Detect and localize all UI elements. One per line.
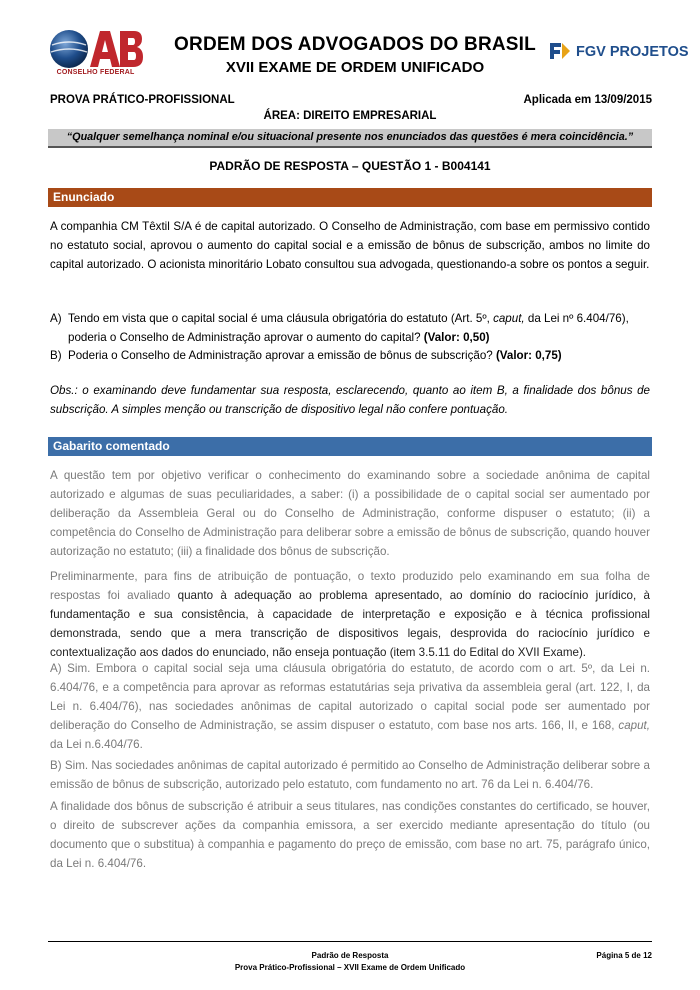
gabarito-heading: Gabarito comentado — [48, 437, 652, 456]
gabarito-p3-post: da Lei n.6.404/76. — [50, 738, 143, 751]
footer-subtitle: Prova Prático-Profissional – XVII Exame de Ordem Unificado — [234, 963, 466, 972]
gabarito-p3-caput: caput, — [618, 719, 650, 732]
gabarito-paragraph-2 — [50, 567, 650, 662]
gabarito-p3-pre: A) Sim. Embora o capital social seja uma cláusula obrigatória do estatuto, de acordo com o art. 5º, da Lei n. 6.404/76, e a competência para aprovar as reformas estatutárias seja privativa da assembleia geral (art. 122, I, da Lei n. 6.404/76), nas sociedades anônimas de capital autorizado o capital social pode ser aumentado por deliberação do Conselho de Administração, se assim dispuser o estatuto, com base nos arts. 166, II, e 168, — [50, 662, 650, 732]
enunciado-heading: Enunciado — [48, 188, 652, 207]
gabarito-paragraph-5: A finalidade dos bônus de subscrição é atribuir a seus titulares, nas condições constantes do certificado, se houver, o direito de subscrever ações da companhia emissora, a ser exercido mediante apresentação do título (ou documento que o substitua) à companhia e pagamento do preço de emissão, com base no art. 75, parágrafo único, da Lei n. 6.404/76. — [50, 800, 650, 870]
question-item-b — [50, 346, 650, 365]
item-b-text: Poderia o Conselho de Administração aprovar a emissão de bônus de subscrição? — [68, 349, 496, 362]
answer-pattern-title: PADRÃO DE RESPOSTA – QUESTÃO 1 - B004141 — [209, 159, 491, 173]
enunciado-text: A companhia CM Têxtil S/A é de capital autorizado. O Conselho de Administração, com base em permissivo contido no estatuto social, aprovou o aumento do capital social e a emissão de bônus de subscrição, ambos no limite do capital autorizado. O acionista minoritário Lobato consultou sua advogada, questionando-a sobre os pontos a seguir. — [50, 220, 650, 271]
gabarito-paragraph-4: B) Sim. Nas sociedades anônimas de capital autorizado é permitido ao Conselho de Administração deliberar sobre a emissão de bônus de subscrição, autorizado pelo estatuto, com fundamento no art. 76 da Lei n. 6.404/76. — [50, 759, 650, 791]
item-a-caput: caput, — [493, 312, 525, 325]
footer-divider — [48, 941, 652, 942]
exam-title: XVII EXAME DE ORDEM UNIFICADO — [225, 59, 485, 76]
question-item-a — [50, 309, 650, 347]
oab-logo-subtitle: CONSELHO FEDERAL — [56, 69, 135, 76]
org-title: ORDEM DOS ADVOGADOS DO BRASIL — [174, 34, 536, 55]
gabarito-p2-gray: Preliminarmente, para fins de atribuição de pontuação, o texto produzido pelo examinando em sua folha de respostas foi avaliado — [50, 570, 650, 602]
gabarito-p2-dark: quanto à adequação ao problema apresentado, ao domínio do raciocínio jurídico, à fundamentação e sua consistência, à capacidade de interpretação e exposição e à técnica profissional demonstrada, sendo que a mera transcrição de dispositivos legais, desprovida do raciocínio jurídico e contextualização aos dados do enunciado, não enseja pontuação (item 3.5.11 do Edital do XVII Exame). — [50, 589, 650, 659]
item-b-label: B) — [50, 349, 62, 362]
fgv-logo — [548, 39, 689, 61]
observation-note: Obs.: o examinando deve fundamentar sua resposta, esclarecendo, quanto ao item B, a finalidade dos bônus de subscrição. A simples menção ou transcrição de dispositivo legal não confere pontuação. — [50, 384, 650, 416]
gabarito-paragraph-1: A questão tem por objetivo verificar o conhecimento do examinando sobre a sociedade anônima de capital autorizado e algumas de suas peculiaridades, a saber: (i) a possibilidade de o capital social ser aumentado por deliberação da Assembleia Geral ou do Conselho de Administração, conforme dispuser o estatuto; (ii) a competência do Conselho de Administração para deliberar sobre a emissão de bônus de subscrição, quando houver autorização no estatuto; (iii) a finalidade dos bônus de subscrição. — [50, 469, 650, 558]
page-number: Página 5 de 12 — [596, 951, 652, 960]
item-b-value: (Valor: 0,75) — [495, 349, 562, 362]
footer-title: Padrão de Resposta — [311, 951, 389, 960]
item-a-value: (Valor: 0,50) — [423, 331, 490, 344]
area-label: ÁREA: DIREITO EMPRESARIAL — [263, 110, 437, 122]
fgv-logo-text: FGV PROJETOS — [576, 44, 689, 60]
gabarito-paragraph-3 — [50, 659, 650, 754]
item-a-label: A) — [50, 312, 62, 325]
prova-label: PROVA PRÁTICO-PROFISSIONAL — [50, 94, 235, 106]
item-a-text-post: da Lei nº 6.404/76), poderia o Conselho de Administração aprovar o aumento do capital? — [68, 312, 629, 344]
item-a-text-pre: Tendo em vista que o capital social é uma cláusula obrigatória do estatuto (Art. 5º, — [68, 312, 494, 325]
disclaimer-banner: “Qualquer semelhança nominal e/ou situacional presente nos enunciados das questões é mera coincidência.” — [48, 129, 652, 148]
date-applied: Aplicada em 13/09/2015 — [523, 94, 652, 106]
